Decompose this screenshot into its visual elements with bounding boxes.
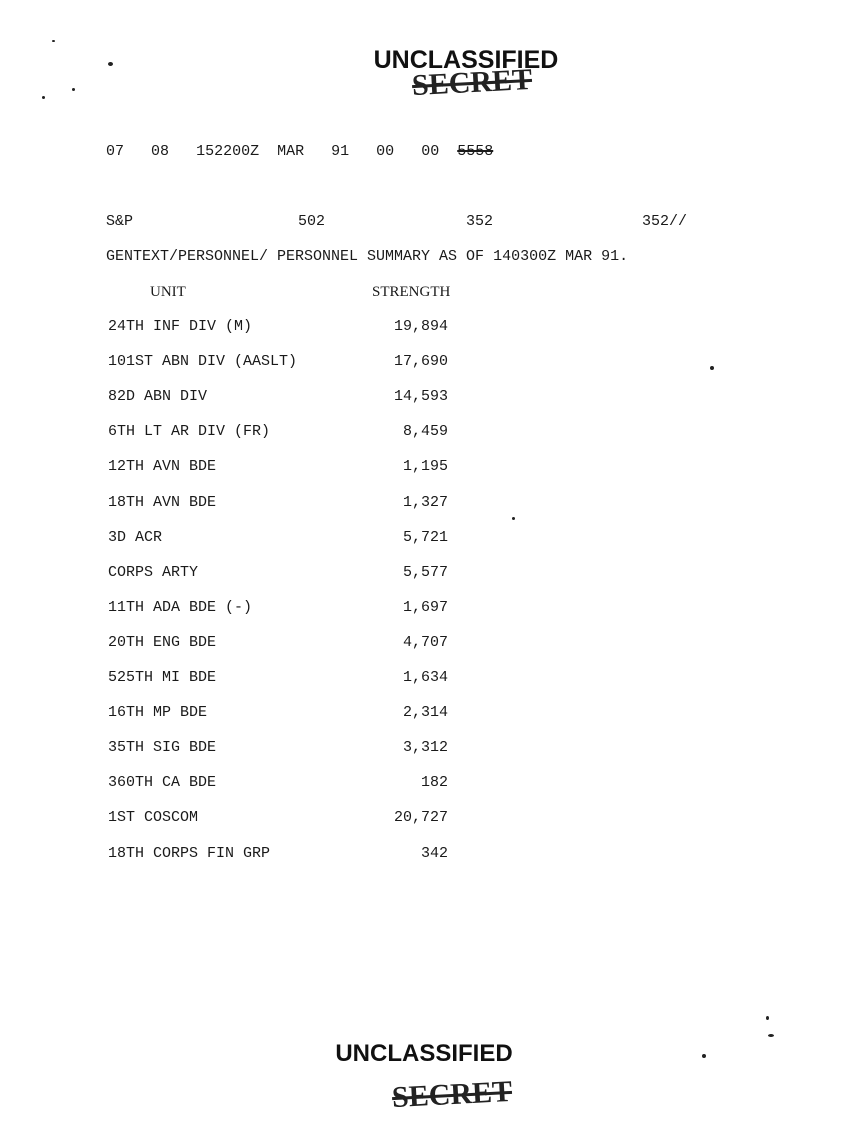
date-time-group-line [106, 143, 493, 160]
scan-speck [108, 62, 113, 66]
scan-speck [512, 517, 515, 520]
table-row [0, 353, 850, 375]
dtg-token: 91 [331, 143, 350, 160]
dtg-token: 00 [421, 143, 440, 160]
table-row [0, 458, 850, 480]
table-row [0, 388, 850, 410]
unit-strength: 5,577 [402, 564, 448, 581]
unit-name: 12TH AVN BDE [108, 458, 217, 475]
unit-name: 20TH ENG BDE [108, 634, 217, 651]
dtg-token: 00 [376, 143, 395, 160]
routing-cell: 352 [466, 213, 494, 230]
table-row [0, 669, 850, 691]
unit-name: 525TH MI BDE [108, 669, 217, 686]
scan-speck [702, 1054, 706, 1058]
unit-strength: 20,727 [393, 809, 448, 826]
table-row [0, 704, 850, 726]
table-row [0, 845, 850, 867]
dtg-token: 07 [106, 143, 125, 160]
classification-stamp-top: UNCLASSIFIED [373, 46, 559, 74]
routing-cell: 352// [642, 213, 688, 230]
unit-strength: 4,707 [402, 634, 448, 651]
table-row [0, 809, 850, 831]
scan-speck [768, 1034, 774, 1037]
unit-strength: 17,690 [393, 353, 448, 370]
unit-name: 6TH LT AR DIV (FR) [108, 423, 271, 440]
scan-speck [766, 1016, 769, 1020]
table-row [0, 529, 850, 551]
dtg-token: 08 [151, 143, 170, 160]
unit-strength: 2,314 [402, 704, 448, 721]
unit-strength: 1,634 [402, 669, 448, 686]
unit-name: 18TH CORPS FIN GRP [108, 845, 271, 862]
table-row [0, 564, 850, 586]
unit-strength: 1,697 [402, 599, 448, 616]
routing-cell: 502 [298, 213, 326, 230]
scan-speck [72, 88, 75, 91]
table-row [0, 739, 850, 761]
scan-speck [42, 96, 45, 99]
routing-cell: S&P [106, 213, 134, 230]
unit-strength: 342 [420, 845, 448, 862]
unit-name: 360TH CA BDE [108, 774, 217, 791]
classification-stamp-bottom: UNCLASSIFIED [335, 1040, 513, 1067]
unit-name: 18TH AVN BDE [108, 494, 217, 511]
dtg-token: 152200Z [196, 143, 260, 160]
unit-strength: 19,894 [393, 318, 448, 335]
table-row [0, 494, 850, 516]
table-row [0, 423, 850, 445]
unit-name: 3D ACR [108, 529, 163, 546]
unit-name: 24TH INF DIV (M) [108, 318, 253, 335]
unit-strength: 1,195 [402, 458, 448, 475]
table-row [0, 634, 850, 656]
table-row [0, 774, 850, 796]
unit-strength: 182 [420, 774, 448, 791]
unit-strength: 3,312 [402, 739, 448, 756]
struck-classification-bottom: SECRET [391, 1074, 513, 1115]
unit-strength: 8,459 [402, 423, 448, 440]
unit-name: 35TH SIG BDE [108, 739, 217, 756]
unit-name: 82D ABN DIV [108, 388, 208, 405]
dtg-token: MAR [277, 143, 305, 160]
unit-name: 1ST COSCOM [108, 809, 199, 826]
column-header-strength: STRENGTH [372, 284, 451, 300]
table-row [0, 599, 850, 621]
gentext-line: GENTEXT/PERSONNEL/ PERSONNEL SUMMARY AS OF 140300Z MAR 91. [106, 248, 629, 265]
unit-strength: 5,721 [402, 529, 448, 546]
unit-name: CORPS ARTY [108, 564, 199, 581]
dtg-struck-token: 5558 [457, 143, 494, 160]
unit-strength: 1,327 [402, 494, 448, 511]
scan-speck [710, 366, 714, 370]
struck-classification-top: SECRET [411, 62, 533, 103]
column-header-unit: UNIT [150, 284, 186, 300]
unit-strength: 14,593 [393, 388, 448, 405]
unit-name: 11TH ADA BDE (-) [108, 599, 253, 616]
unit-name: 16TH MP BDE [108, 704, 208, 721]
unit-name: 101ST ABN DIV (AASLT) [108, 353, 298, 370]
scan-speck [52, 40, 55, 42]
table-row [0, 318, 850, 340]
